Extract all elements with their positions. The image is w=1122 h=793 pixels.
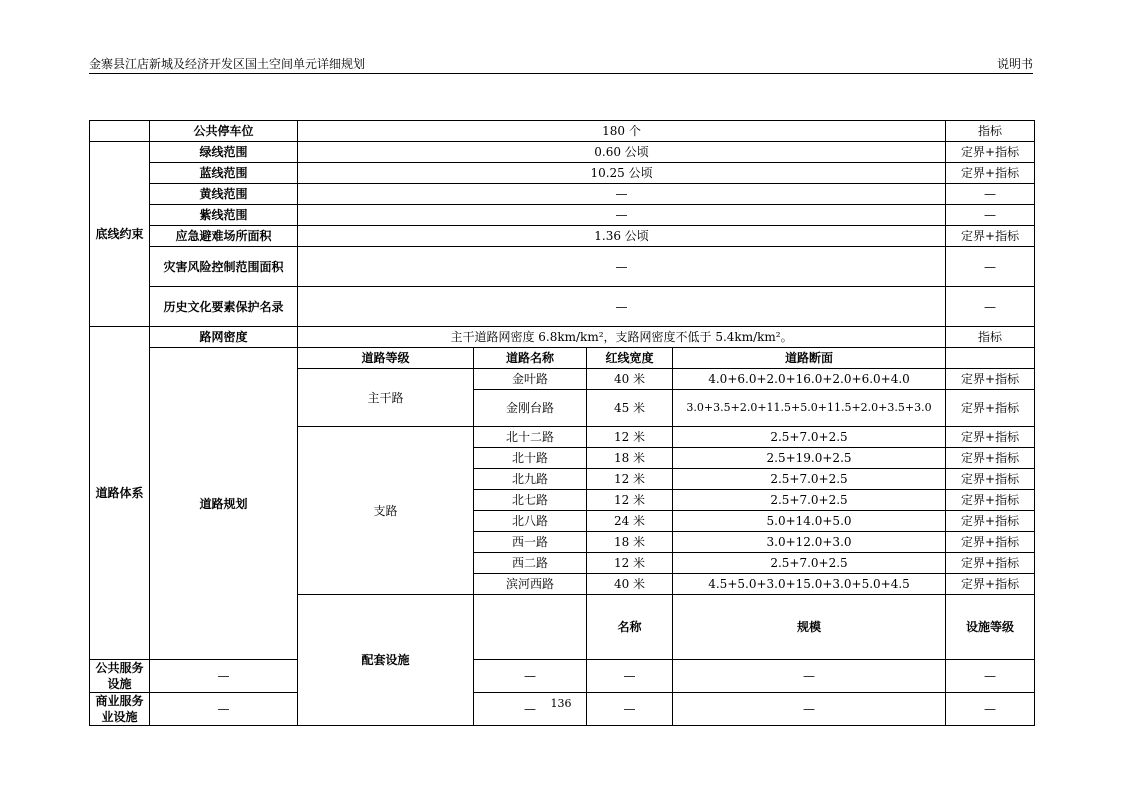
road-section: 4.5+5.0+3.0+15.0+3.0+5.0+4.5: [673, 574, 946, 595]
column-header: 道路断面: [673, 348, 946, 369]
table-row: [90, 660, 1035, 693]
control-type: 定界+指标: [946, 553, 1035, 574]
control-type: 定界+指标: [946, 427, 1035, 448]
indicator-name: 灾害风险控制范围面积: [150, 247, 298, 287]
facility-note: —: [673, 693, 946, 726]
indicator-name: 历史文化要素保护名录: [150, 287, 298, 327]
category-cell-empty: [90, 121, 150, 142]
road-name: 北十路: [474, 448, 587, 469]
road-section: 4.0+6.0+2.0+16.0+2.0+6.0+4.0: [673, 369, 946, 390]
road-section: 3.0+12.0+3.0: [673, 532, 946, 553]
control-type: 定界+指标: [946, 511, 1035, 532]
facility-note: —: [673, 660, 946, 693]
road-width: 12 米: [587, 469, 673, 490]
category-label: 配套设施: [298, 595, 474, 726]
indicator-name: 蓝线范围: [150, 163, 298, 184]
control-type: 定界+指标: [946, 369, 1035, 390]
table-row: [90, 163, 1035, 184]
table-row: [90, 247, 1035, 287]
road-section: 2.5+7.0+2.5: [673, 490, 946, 511]
control-type: —: [946, 693, 1035, 726]
control-type: 指标: [946, 121, 1035, 142]
table-row: [90, 142, 1035, 163]
control-type: 定界+指标: [946, 490, 1035, 511]
planning-control-table: [89, 120, 1035, 726]
indicator-value: 0.60 公顷: [298, 142, 946, 163]
facility-scale: —: [474, 660, 587, 693]
facility-grade: —: [587, 693, 673, 726]
page-number: 136: [550, 697, 572, 710]
indicator-value: 10.25 公顷: [298, 163, 946, 184]
facility-name: —: [150, 660, 298, 693]
road-section: 2.5+19.0+2.5: [673, 448, 946, 469]
table-row: [90, 184, 1035, 205]
control-type: 定界+指标: [946, 448, 1035, 469]
control-type: 指标: [946, 327, 1035, 348]
road-name: 北八路: [474, 511, 587, 532]
road-width: 45 米: [587, 390, 673, 427]
control-type: —: [946, 660, 1035, 693]
indicator-value: 1.36 公顷: [298, 226, 946, 247]
indicator-value: —: [298, 184, 946, 205]
column-header: 规模: [673, 595, 946, 660]
road-width: 24 米: [587, 511, 673, 532]
table-row: [90, 348, 1035, 369]
facility-name: —: [150, 693, 298, 726]
table-row: [90, 327, 1035, 348]
table-row: [90, 121, 1035, 142]
road-name: 金叶路: [474, 369, 587, 390]
road-name: 金刚台路: [474, 390, 587, 427]
control-type: 定界+指标: [946, 390, 1035, 427]
category-label: 道路体系: [90, 327, 150, 660]
indicator-name: 公共停车位: [150, 121, 298, 142]
control-type: —: [946, 247, 1035, 287]
indicator-name: 道路规划: [150, 348, 298, 660]
road-name: 北十二路: [474, 427, 587, 448]
indicator-value: —: [298, 247, 946, 287]
control-type: —: [946, 184, 1035, 205]
road-width: 40 米: [587, 369, 673, 390]
column-header: 红线宽度: [587, 348, 673, 369]
road-name: 西一路: [474, 532, 587, 553]
control-type: —: [946, 287, 1035, 327]
road-width: 18 米: [587, 448, 673, 469]
road-grade: 支路: [298, 427, 474, 595]
indicator-name: 路网密度: [150, 327, 298, 348]
control-type-empty: [946, 348, 1035, 369]
control-type: 定界+指标: [946, 226, 1035, 247]
control-type: 定界+指标: [946, 532, 1035, 553]
facility-grade: —: [587, 660, 673, 693]
road-name: 北九路: [474, 469, 587, 490]
page-header: [89, 55, 1033, 74]
facility-type: 公共服务设施: [90, 660, 150, 693]
road-section: 5.0+14.0+5.0: [673, 511, 946, 532]
road-grade: 主干路: [298, 369, 474, 427]
facility-type: 商业服务业设施: [90, 693, 150, 726]
road-section: 2.5+7.0+2.5: [673, 553, 946, 574]
road-name: 北七路: [474, 490, 587, 511]
indicator-name: 紫线范围: [150, 205, 298, 226]
document-title: 金寨县江店新城及经济开发区国土空间单元详细规划: [89, 57, 366, 71]
road-width: 12 米: [587, 490, 673, 511]
road-name: 西二路: [474, 553, 587, 574]
control-type: 定界+指标: [946, 163, 1035, 184]
table-row: [90, 205, 1035, 226]
table-row: [90, 226, 1035, 247]
facility-scale: —: [474, 693, 587, 726]
indicator-name: 应急避难场所面积: [150, 226, 298, 247]
indicator-value: 180 个: [298, 121, 946, 142]
column-header: 设施等级: [946, 595, 1035, 660]
category-label: 底线约束: [90, 142, 150, 327]
road-width: 40 米: [587, 574, 673, 595]
column-header: 道路等级: [298, 348, 474, 369]
indicator-value: —: [298, 205, 946, 226]
road-section: 2.5+7.0+2.5: [673, 469, 946, 490]
road-section: 2.5+7.0+2.5: [673, 427, 946, 448]
control-type: 定界+指标: [946, 469, 1035, 490]
document-type: 说明书: [996, 57, 1033, 71]
control-type: 定界+指标: [946, 574, 1035, 595]
column-header: 名称: [587, 595, 673, 660]
column-header: 道路名称: [474, 348, 587, 369]
indicator-name: 黄线范围: [150, 184, 298, 205]
control-type: —: [946, 205, 1035, 226]
indicator-name: 绿线范围: [150, 142, 298, 163]
indicator-value: 主干道路网密度 6.8km/km²，支路网密度不低于 5.4km/km²。: [298, 327, 946, 348]
control-type: 定界+指标: [946, 142, 1035, 163]
road-width: 12 米: [587, 427, 673, 448]
road-width: 12 米: [587, 553, 673, 574]
facility-header-empty: [474, 595, 587, 660]
road-name: 滨河西路: [474, 574, 587, 595]
road-section: 3.0+3.5+2.0+11.5+5.0+11.5+2.0+3.5+3.0: [673, 390, 946, 427]
indicator-value: —: [298, 287, 946, 327]
road-width: 18 米: [587, 532, 673, 553]
table-row: [90, 287, 1035, 327]
